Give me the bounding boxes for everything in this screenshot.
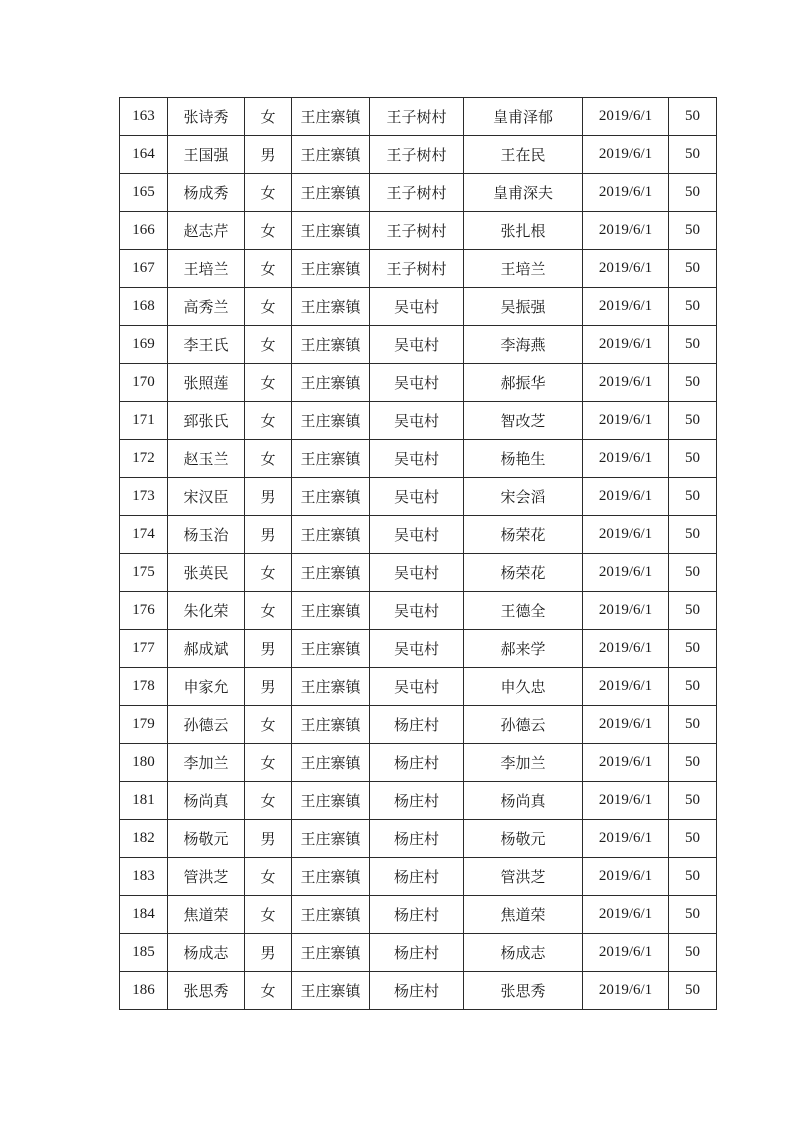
village-cell: 王子树村 <box>370 212 464 250</box>
issue-date-cell: 2019/6/1 <box>583 820 669 858</box>
row-number-cell: 171 <box>120 402 168 440</box>
town-cell: 王庄寨镇 <box>292 782 370 820</box>
town-cell: 王庄寨镇 <box>292 706 370 744</box>
town-cell: 王庄寨镇 <box>292 516 370 554</box>
amount-cell: 50 <box>669 668 717 706</box>
gender-cell: 女 <box>245 972 292 1010</box>
row-number-cell: 183 <box>120 858 168 896</box>
row-number-cell: 170 <box>120 364 168 402</box>
gender-cell: 男 <box>245 820 292 858</box>
amount-cell: 50 <box>669 98 717 136</box>
table-row <box>120 326 717 364</box>
village-cell: 吴屯村 <box>370 288 464 326</box>
subsidy-table <box>119 97 717 1010</box>
row-number-cell: 168 <box>120 288 168 326</box>
row-number-cell: 165 <box>120 174 168 212</box>
town-cell: 王庄寨镇 <box>292 896 370 934</box>
recipient-name-cell: 王培兰 <box>464 250 583 288</box>
recipient-name-cell: 杨敬元 <box>464 820 583 858</box>
gender-cell: 女 <box>245 896 292 934</box>
table-row <box>120 212 717 250</box>
row-number-cell: 182 <box>120 820 168 858</box>
town-cell: 王庄寨镇 <box>292 744 370 782</box>
recipient-name-cell: 皇甫深夫 <box>464 174 583 212</box>
row-number-cell: 175 <box>120 554 168 592</box>
amount-cell: 50 <box>669 440 717 478</box>
amount-cell: 50 <box>669 744 717 782</box>
village-cell: 杨庄村 <box>370 858 464 896</box>
issue-date-cell: 2019/6/1 <box>583 934 669 972</box>
table-row <box>120 972 717 1010</box>
table-row <box>120 706 717 744</box>
recipient-name-cell: 杨艳生 <box>464 440 583 478</box>
town-cell: 王庄寨镇 <box>292 364 370 402</box>
village-cell: 吴屯村 <box>370 364 464 402</box>
elder-name-cell: 管洪芝 <box>168 858 245 896</box>
table-row <box>120 744 717 782</box>
issue-date-cell: 2019/6/1 <box>583 706 669 744</box>
amount-cell: 50 <box>669 250 717 288</box>
elder-name-cell: 宋汉臣 <box>168 478 245 516</box>
gender-cell: 女 <box>245 706 292 744</box>
table-row <box>120 250 717 288</box>
amount-cell: 50 <box>669 706 717 744</box>
issue-date-cell: 2019/6/1 <box>583 364 669 402</box>
recipient-name-cell: 李加兰 <box>464 744 583 782</box>
town-cell: 王庄寨镇 <box>292 174 370 212</box>
village-cell: 吴屯村 <box>370 440 464 478</box>
gender-cell: 男 <box>245 478 292 516</box>
row-number-cell: 173 <box>120 478 168 516</box>
elder-name-cell: 张英民 <box>168 554 245 592</box>
village-cell: 吴屯村 <box>370 478 464 516</box>
table-row <box>120 98 717 136</box>
recipient-name-cell: 王在民 <box>464 136 583 174</box>
gender-cell: 女 <box>245 174 292 212</box>
row-number-cell: 180 <box>120 744 168 782</box>
table-row <box>120 820 717 858</box>
elder-name-cell: 孙德云 <box>168 706 245 744</box>
village-cell: 吴屯村 <box>370 516 464 554</box>
issue-date-cell: 2019/6/1 <box>583 250 669 288</box>
recipient-name-cell: 管洪芝 <box>464 858 583 896</box>
village-cell: 杨庄村 <box>370 782 464 820</box>
village-cell: 杨庄村 <box>370 934 464 972</box>
village-cell: 王子树村 <box>370 250 464 288</box>
elder-name-cell: 朱化荣 <box>168 592 245 630</box>
amount-cell: 50 <box>669 858 717 896</box>
town-cell: 王庄寨镇 <box>292 478 370 516</box>
table-body <box>120 98 717 1010</box>
amount-cell: 50 <box>669 782 717 820</box>
issue-date-cell: 2019/6/1 <box>583 744 669 782</box>
issue-date-cell: 2019/6/1 <box>583 592 669 630</box>
gender-cell: 男 <box>245 516 292 554</box>
gender-cell: 女 <box>245 744 292 782</box>
row-number-cell: 178 <box>120 668 168 706</box>
town-cell: 王庄寨镇 <box>292 440 370 478</box>
elder-name-cell: 王培兰 <box>168 250 245 288</box>
gender-cell: 女 <box>245 592 292 630</box>
issue-date-cell: 2019/6/1 <box>583 326 669 364</box>
recipient-name-cell: 杨成志 <box>464 934 583 972</box>
town-cell: 王庄寨镇 <box>292 212 370 250</box>
amount-cell: 50 <box>669 516 717 554</box>
elder-name-cell: 杨敬元 <box>168 820 245 858</box>
issue-date-cell: 2019/6/1 <box>583 402 669 440</box>
elder-name-cell: 赵志芹 <box>168 212 245 250</box>
amount-cell: 50 <box>669 896 717 934</box>
village-cell: 王子树村 <box>370 136 464 174</box>
table-row <box>120 174 717 212</box>
village-cell: 吴屯村 <box>370 592 464 630</box>
issue-date-cell: 2019/6/1 <box>583 478 669 516</box>
town-cell: 王庄寨镇 <box>292 402 370 440</box>
town-cell: 王庄寨镇 <box>292 592 370 630</box>
amount-cell: 50 <box>669 174 717 212</box>
table-row <box>120 858 717 896</box>
table-row <box>120 592 717 630</box>
issue-date-cell: 2019/6/1 <box>583 136 669 174</box>
gender-cell: 女 <box>245 250 292 288</box>
gender-cell: 男 <box>245 668 292 706</box>
table-row <box>120 630 717 668</box>
table-row <box>120 668 717 706</box>
issue-date-cell: 2019/6/1 <box>583 668 669 706</box>
village-cell: 杨庄村 <box>370 706 464 744</box>
amount-cell: 50 <box>669 630 717 668</box>
recipient-name-cell: 张扎根 <box>464 212 583 250</box>
table-row <box>120 934 717 972</box>
town-cell: 王庄寨镇 <box>292 326 370 364</box>
elder-name-cell: 张诗秀 <box>168 98 245 136</box>
elder-name-cell: 杨成志 <box>168 934 245 972</box>
elder-name-cell: 张思秀 <box>168 972 245 1010</box>
elder-name-cell: 张照莲 <box>168 364 245 402</box>
issue-date-cell: 2019/6/1 <box>583 516 669 554</box>
issue-date-cell: 2019/6/1 <box>583 782 669 820</box>
village-cell: 吴屯村 <box>370 326 464 364</box>
elder-name-cell: 焦道荣 <box>168 896 245 934</box>
recipient-name-cell: 焦道荣 <box>464 896 583 934</box>
recipient-name-cell: 智改芝 <box>464 402 583 440</box>
gender-cell: 女 <box>245 858 292 896</box>
row-number-cell: 164 <box>120 136 168 174</box>
row-number-cell: 169 <box>120 326 168 364</box>
recipient-name-cell: 宋会滔 <box>464 478 583 516</box>
table-row <box>120 402 717 440</box>
gender-cell: 男 <box>245 630 292 668</box>
recipient-name-cell: 李海燕 <box>464 326 583 364</box>
town-cell: 王庄寨镇 <box>292 136 370 174</box>
town-cell: 王庄寨镇 <box>292 630 370 668</box>
table-row <box>120 782 717 820</box>
town-cell: 王庄寨镇 <box>292 858 370 896</box>
row-number-cell: 166 <box>120 212 168 250</box>
village-cell: 吴屯村 <box>370 630 464 668</box>
elder-name-cell: 杨尚真 <box>168 782 245 820</box>
row-number-cell: 167 <box>120 250 168 288</box>
town-cell: 王庄寨镇 <box>292 820 370 858</box>
elder-name-cell: 申家允 <box>168 668 245 706</box>
table-row <box>120 554 717 592</box>
gender-cell: 女 <box>245 98 292 136</box>
table-row <box>120 136 717 174</box>
issue-date-cell: 2019/6/1 <box>583 174 669 212</box>
village-cell: 王子树村 <box>370 174 464 212</box>
gender-cell: 女 <box>245 440 292 478</box>
recipient-name-cell: 杨尚真 <box>464 782 583 820</box>
town-cell: 王庄寨镇 <box>292 98 370 136</box>
village-cell: 杨庄村 <box>370 820 464 858</box>
amount-cell: 50 <box>669 402 717 440</box>
recipient-name-cell: 孙德云 <box>464 706 583 744</box>
row-number-cell: 176 <box>120 592 168 630</box>
gender-cell: 女 <box>245 326 292 364</box>
row-number-cell: 184 <box>120 896 168 934</box>
village-cell: 杨庄村 <box>370 972 464 1010</box>
recipient-name-cell: 郝来学 <box>464 630 583 668</box>
row-number-cell: 186 <box>120 972 168 1010</box>
amount-cell: 50 <box>669 478 717 516</box>
gender-cell: 男 <box>245 136 292 174</box>
recipient-name-cell: 王德全 <box>464 592 583 630</box>
recipient-name-cell: 申久忠 <box>464 668 583 706</box>
amount-cell: 50 <box>669 288 717 326</box>
amount-cell: 50 <box>669 972 717 1010</box>
row-number-cell: 177 <box>120 630 168 668</box>
row-number-cell: 172 <box>120 440 168 478</box>
table-row <box>120 478 717 516</box>
elder-name-cell: 郝成斌 <box>168 630 245 668</box>
row-number-cell: 179 <box>120 706 168 744</box>
amount-cell: 50 <box>669 326 717 364</box>
amount-cell: 50 <box>669 820 717 858</box>
recipient-name-cell: 郝振华 <box>464 364 583 402</box>
issue-date-cell: 2019/6/1 <box>583 288 669 326</box>
gender-cell: 女 <box>245 288 292 326</box>
elder-name-cell: 杨玉治 <box>168 516 245 554</box>
issue-date-cell: 2019/6/1 <box>583 630 669 668</box>
elder-name-cell: 王国强 <box>168 136 245 174</box>
issue-date-cell: 2019/6/1 <box>583 98 669 136</box>
amount-cell: 50 <box>669 212 717 250</box>
town-cell: 王庄寨镇 <box>292 934 370 972</box>
town-cell: 王庄寨镇 <box>292 288 370 326</box>
elder-name-cell: 李王氏 <box>168 326 245 364</box>
village-cell: 吴屯村 <box>370 554 464 592</box>
issue-date-cell: 2019/6/1 <box>583 554 669 592</box>
gender-cell: 女 <box>245 402 292 440</box>
town-cell: 王庄寨镇 <box>292 554 370 592</box>
elder-name-cell: 郅张氏 <box>168 402 245 440</box>
recipient-name-cell: 杨荣花 <box>464 516 583 554</box>
village-cell: 吴屯村 <box>370 402 464 440</box>
elder-name-cell: 李加兰 <box>168 744 245 782</box>
row-number-cell: 181 <box>120 782 168 820</box>
row-number-cell: 174 <box>120 516 168 554</box>
row-number-cell: 163 <box>120 98 168 136</box>
gender-cell: 女 <box>245 364 292 402</box>
issue-date-cell: 2019/6/1 <box>583 440 669 478</box>
town-cell: 王庄寨镇 <box>292 972 370 1010</box>
gender-cell: 女 <box>245 212 292 250</box>
village-cell: 杨庄村 <box>370 744 464 782</box>
issue-date-cell: 2019/6/1 <box>583 896 669 934</box>
recipient-name-cell: 皇甫泽郁 <box>464 98 583 136</box>
issue-date-cell: 2019/6/1 <box>583 858 669 896</box>
village-cell: 杨庄村 <box>370 896 464 934</box>
town-cell: 王庄寨镇 <box>292 250 370 288</box>
elder-name-cell: 赵玉兰 <box>168 440 245 478</box>
amount-cell: 50 <box>669 554 717 592</box>
elder-name-cell: 杨成秀 <box>168 174 245 212</box>
village-cell: 王子树村 <box>370 98 464 136</box>
table-row <box>120 440 717 478</box>
gender-cell: 女 <box>245 782 292 820</box>
amount-cell: 50 <box>669 136 717 174</box>
town-cell: 王庄寨镇 <box>292 668 370 706</box>
village-cell: 吴屯村 <box>370 668 464 706</box>
amount-cell: 50 <box>669 364 717 402</box>
row-number-cell: 185 <box>120 934 168 972</box>
table-row <box>120 288 717 326</box>
gender-cell: 男 <box>245 934 292 972</box>
issue-date-cell: 2019/6/1 <box>583 212 669 250</box>
elder-name-cell: 高秀兰 <box>168 288 245 326</box>
issue-date-cell: 2019/6/1 <box>583 972 669 1010</box>
recipient-name-cell: 吴振强 <box>464 288 583 326</box>
gender-cell: 女 <box>245 554 292 592</box>
amount-cell: 50 <box>669 934 717 972</box>
table-row <box>120 364 717 402</box>
amount-cell: 50 <box>669 592 717 630</box>
table-row <box>120 516 717 554</box>
recipient-name-cell: 张思秀 <box>464 972 583 1010</box>
recipient-name-cell: 杨荣花 <box>464 554 583 592</box>
table-row <box>120 896 717 934</box>
